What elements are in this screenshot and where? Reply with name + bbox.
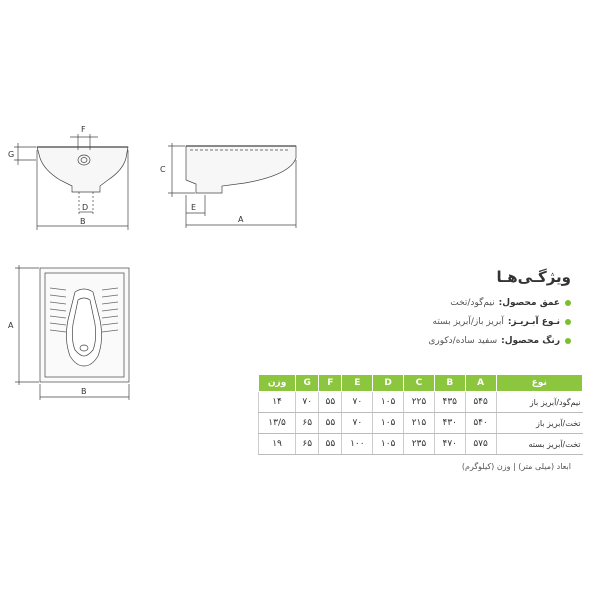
header-cell: E (342, 375, 373, 392)
table-cell: ۱۳/۵ (259, 413, 296, 434)
table-cell: تخت/آبریز بسته (496, 434, 583, 455)
table-cell: ۱۰۵ (373, 392, 404, 413)
table-cell: ۱۹ (259, 434, 296, 455)
table-cell: ۵۵ (319, 434, 342, 455)
spec-value: سفید ساده/دکوری (428, 335, 498, 346)
spec-value: آبریز باز/آبریز بسته (432, 316, 504, 327)
table-cell: ۵۷۵ (465, 434, 496, 455)
header-cell: وزن (259, 375, 296, 392)
spec-key: رنگ محصول: (501, 335, 560, 346)
side-view (168, 143, 296, 228)
dim-label-a-top: A (8, 321, 14, 330)
table-cell: ۵۴۵ (465, 392, 496, 413)
dim-label-d: D (82, 203, 89, 212)
bullet-icon (565, 338, 571, 344)
table-cell: ۶۵ (296, 413, 319, 434)
table-cell: ۴۷۰ (434, 434, 465, 455)
dim-label-c: C (160, 165, 166, 174)
dim-label-f: F (81, 125, 86, 134)
header-cell: B (434, 375, 465, 392)
dimensions-table (258, 374, 583, 455)
table-cell: ۶۵ (296, 434, 319, 455)
header-cell: G (296, 375, 319, 392)
table-cell: ۷۰ (342, 413, 373, 434)
dim-label-b-front: B (80, 217, 86, 226)
table-cell: تخت/آبریز باز (496, 413, 583, 434)
header-cell: F (319, 375, 342, 392)
table-cell: ۱۴ (259, 392, 296, 413)
bullet-icon (565, 300, 571, 306)
table-cell: ۴۳۵ (434, 392, 465, 413)
table-cell: ۱۰۵ (373, 434, 404, 455)
table-cell: ۷۰ (296, 392, 319, 413)
spec-color (311, 331, 571, 350)
table-row (259, 413, 583, 434)
table-cell: ۴۳۰ (434, 413, 465, 434)
dim-label-g: G (8, 150, 15, 159)
header-cell: D (373, 375, 404, 392)
front-view (14, 134, 128, 230)
header-cell: C (404, 375, 435, 392)
spec-depth (311, 293, 571, 312)
dim-label-e: E (191, 203, 197, 212)
specs-title: ویژگـی‌هـا (496, 268, 571, 286)
table-cell: ۲۳۵ (404, 434, 435, 455)
units-note: ابعاد (میلی متر) | وزن (کیلوگرم) (461, 462, 571, 471)
top-view (15, 265, 129, 400)
spec-value: نیم‌گود/تخت (450, 297, 495, 308)
bullet-icon (565, 319, 571, 325)
spec-key: عمق محصول: (498, 297, 560, 308)
table-cell: ۱۰۰ (342, 434, 373, 455)
table-cell: ۵۵ (319, 392, 342, 413)
header-cell: نوع (496, 375, 583, 392)
table-row (259, 434, 583, 455)
header-cell: A (465, 375, 496, 392)
table-cell: نیم‌گود/آبریز باز (496, 392, 583, 413)
table-cell: ۱۰۵ (373, 413, 404, 434)
table-cell: ۲۲۵ (404, 392, 435, 413)
specs-list (311, 293, 571, 350)
table-cell: ۷۰ (342, 392, 373, 413)
dim-label-a-side: A (238, 215, 244, 224)
dim-label-b-top: B (81, 387, 87, 396)
table-cell: ۲۱۵ (404, 413, 435, 434)
spec-key: نـوع آبـریـز: (507, 316, 560, 327)
table-cell: ۵۵ (319, 413, 342, 434)
spec-drain (311, 312, 571, 331)
table-row (259, 392, 583, 413)
table-header-row (259, 375, 583, 392)
table-cell: ۵۴۰ (465, 413, 496, 434)
